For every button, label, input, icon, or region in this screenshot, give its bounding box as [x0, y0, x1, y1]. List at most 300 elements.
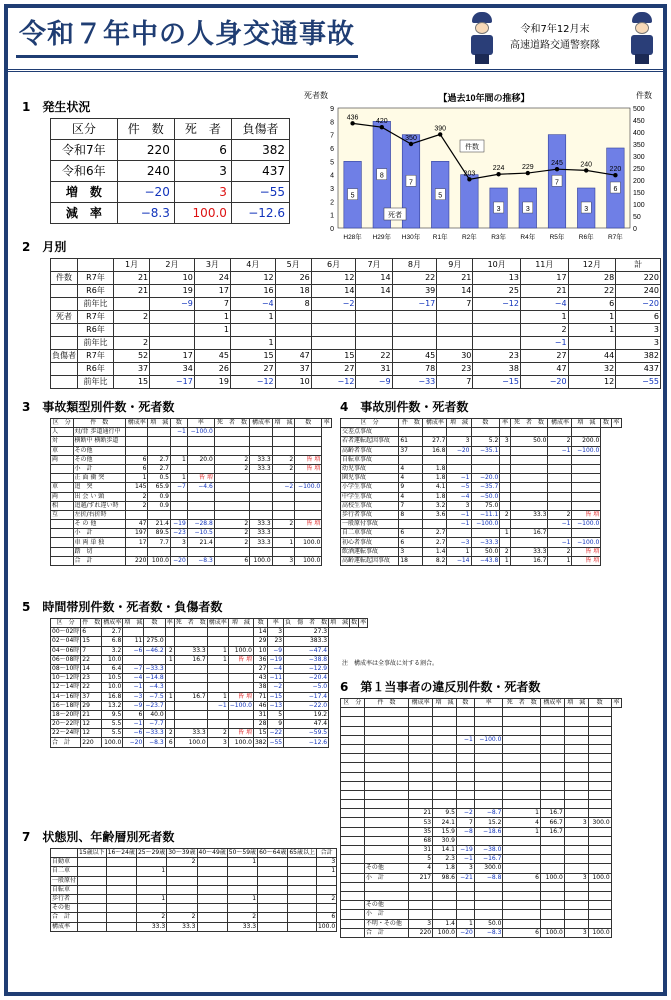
row-label: その他 — [364, 864, 408, 873]
y-left-tick-label: 9 — [330, 106, 334, 113]
value-cell — [174, 701, 207, 710]
value-cell: 2 — [125, 501, 148, 510]
row-label — [341, 772, 365, 781]
header-cell: 15歳以下 — [79, 849, 105, 857]
value-cell — [474, 891, 503, 900]
value-cell — [456, 717, 474, 726]
header-cell: 60〜64歳 — [259, 849, 287, 857]
value-cell: 3 — [174, 182, 231, 203]
value-cell — [167, 904, 197, 913]
value-cell — [564, 790, 588, 799]
row-label: 22 — [81, 655, 102, 664]
row-label: 23 — [81, 674, 102, 683]
header-cell: 12月 — [568, 259, 616, 272]
value-cell: −8.3 — [144, 738, 165, 747]
header-cell: 40〜49歳 — [198, 849, 226, 857]
value-cell — [474, 754, 503, 763]
table-row — [51, 140, 290, 161]
header-cell: 増 減 — [447, 419, 471, 428]
header-cell: 区 分 — [51, 419, 74, 428]
y-right-tick-label: 500 — [633, 106, 645, 113]
section-1-title: 1 発生状況 — [22, 100, 91, 114]
value-cell — [540, 744, 564, 753]
header-cell: 構成率 — [103, 619, 122, 627]
row-label — [364, 891, 408, 900]
value-cell: 89.5 — [148, 529, 171, 538]
value-cell: 皆 増 — [572, 510, 601, 519]
header-cell: 件 数 — [82, 619, 101, 627]
value-cell — [433, 708, 457, 717]
value-cell: 100.0 — [588, 873, 611, 882]
section-5-title: 5 時間帯別件数・死者数・負傷者数 — [22, 600, 223, 614]
value-cell: −4 — [123, 674, 144, 683]
value-cell: −33 — [392, 376, 437, 389]
header-cell: 率 — [187, 419, 214, 428]
value-cell: −8.8 — [474, 873, 503, 882]
value-cell: 382 — [616, 350, 661, 363]
value-cell: 1.4 — [423, 547, 447, 556]
row-label: 6 — [399, 529, 423, 538]
row-label — [364, 763, 408, 772]
table-row — [341, 744, 622, 753]
value-cell: 3 — [564, 873, 588, 882]
value-cell: 3 — [564, 928, 588, 937]
header-cell: 率 — [268, 619, 284, 628]
value-cell — [456, 772, 474, 781]
row-label: 小 計 — [73, 529, 125, 538]
value-cell — [258, 894, 288, 903]
value-cell — [503, 846, 541, 855]
value-cell — [588, 744, 611, 753]
value-cell — [174, 664, 207, 673]
value-cell: −7 — [123, 664, 144, 673]
value-cell: 1 — [125, 474, 148, 483]
value-cell — [503, 735, 541, 744]
header-cell: 構成率 — [548, 419, 572, 428]
row-label: 前年比 — [78, 337, 114, 350]
row-label: 初心者事故 — [341, 538, 399, 547]
value-cell — [272, 492, 295, 501]
value-cell — [295, 501, 322, 510]
value-cell — [165, 720, 174, 729]
table-row — [51, 311, 661, 324]
row-label — [51, 547, 74, 556]
death-callout: 死者 — [388, 212, 402, 219]
value-cell — [392, 324, 437, 337]
chart-title: 【過去10年間の推移】 — [438, 93, 530, 103]
value-cell — [174, 710, 207, 719]
value-cell — [207, 674, 228, 683]
row-label — [364, 818, 408, 827]
header-cell: 3月 — [194, 259, 230, 272]
value-cell — [548, 529, 572, 538]
value-cell — [503, 836, 541, 845]
value-cell — [275, 337, 311, 350]
value-cell: 6 — [503, 928, 541, 937]
occurrence-table — [50, 118, 290, 224]
row-label: 22 — [81, 683, 102, 692]
value-cell: 100.0 — [540, 928, 564, 937]
value-cell: 2 — [272, 464, 295, 473]
value-cell: 2.7 — [423, 529, 447, 538]
value-cell: −19 — [269, 655, 283, 663]
value-cell: 100.0 — [433, 928, 457, 937]
header-cell: 区 分 — [341, 419, 399, 428]
row-label: 構成率 — [51, 922, 78, 931]
row-label — [341, 744, 365, 753]
row-label: 自動車 — [51, 858, 78, 867]
value-cell: 24 — [194, 272, 230, 285]
table-header — [341, 419, 622, 428]
value-cell — [503, 726, 541, 735]
value-cell — [540, 708, 564, 717]
death-data-label: 5 — [438, 192, 443, 200]
table-row — [51, 363, 661, 376]
value-cell: 2 — [316, 894, 336, 903]
value-cell — [510, 520, 548, 529]
value-cell: 383.3 — [284, 637, 329, 646]
value-cell — [500, 492, 510, 501]
value-cell: 1 — [207, 692, 228, 701]
value-cell — [503, 855, 541, 864]
value-cell — [456, 882, 474, 891]
value-cell: 40.0 — [144, 710, 165, 719]
value-cell: 1 — [500, 529, 510, 538]
value-cell — [564, 919, 588, 928]
value-cell: −12.6 — [231, 203, 289, 224]
row-label — [364, 735, 408, 744]
count-point — [467, 177, 471, 181]
table-row — [51, 538, 332, 547]
count-point — [555, 167, 559, 171]
value-cell — [409, 754, 433, 763]
value-cell: 19.2 — [284, 710, 329, 719]
value-cell — [125, 510, 148, 519]
table-row — [51, 501, 332, 510]
value-cell — [540, 891, 564, 900]
table-row — [341, 538, 622, 547]
value-cell: 25 — [473, 285, 521, 298]
header-cell: 区 分 — [51, 619, 81, 628]
value-cell: 34 — [150, 363, 195, 376]
table-row — [51, 867, 337, 876]
table-row — [51, 894, 337, 903]
value-cell: 5 — [409, 855, 433, 864]
table-row — [51, 885, 337, 894]
table-row — [51, 324, 661, 337]
value-cell: −18.6 — [474, 827, 503, 836]
value-cell: 皆 増 — [572, 556, 601, 565]
value-cell: 3.2 — [102, 646, 123, 655]
value-cell: 14 — [356, 285, 392, 298]
value-cell: 100.0 — [102, 738, 123, 747]
row-label — [78, 904, 107, 913]
y-left-tick-label: 4 — [330, 172, 334, 180]
value-cell: −1 — [456, 855, 474, 864]
row-label — [51, 337, 78, 350]
header-cell: 16〜24歳 — [107, 849, 135, 857]
header-cell: 構成率 — [540, 699, 564, 708]
table-row — [51, 520, 332, 529]
value-cell: 100.0 — [540, 873, 564, 882]
value-cell — [207, 710, 228, 719]
value-cell: 皆 増 — [295, 455, 322, 464]
value-cell — [474, 790, 503, 799]
value-cell — [114, 298, 150, 311]
value-cell: 31 — [356, 363, 392, 376]
value-cell — [473, 311, 521, 324]
value-cell: −13 — [269, 701, 283, 709]
value-cell: 18 — [275, 285, 311, 298]
table-row — [51, 350, 661, 363]
value-cell: 1 — [165, 655, 174, 664]
table-row — [341, 910, 622, 919]
value-cell — [136, 876, 166, 885]
value-cell: −43.8 — [471, 556, 500, 565]
value-cell: 15 — [114, 376, 150, 389]
value-cell: −22.0 — [284, 701, 329, 710]
count-point — [350, 121, 354, 125]
value-cell — [423, 455, 447, 464]
table-row — [51, 337, 661, 350]
row-label — [341, 919, 365, 928]
value-cell: −11 — [269, 674, 283, 682]
row-label: 08〜10時 — [52, 665, 80, 673]
value-cell: 17 — [125, 538, 148, 547]
value-cell: 皆 増 — [572, 547, 601, 556]
value-cell: 47.4 — [284, 720, 329, 729]
value-cell — [167, 876, 197, 885]
value-cell — [473, 324, 521, 337]
value-cell: 1 — [447, 547, 471, 556]
value-cell — [540, 864, 564, 873]
value-cell — [588, 717, 611, 726]
value-cell: 37 — [114, 363, 150, 376]
report-date: 令和7年12月末 — [520, 24, 590, 35]
value-cell: 100.0 — [295, 538, 322, 547]
count-data-label: 245 — [551, 160, 563, 168]
value-cell: −59.5 — [284, 729, 329, 738]
value-cell: 6 — [165, 738, 174, 747]
value-cell — [409, 717, 433, 726]
value-cell: 382 — [254, 738, 267, 746]
value-cell: 6 — [125, 464, 148, 473]
value-cell — [540, 726, 564, 735]
value-cell: 9 — [268, 720, 284, 729]
value-cell: 21.4 — [148, 520, 171, 529]
value-cell — [148, 510, 171, 519]
header-cell: 数 — [171, 419, 188, 428]
value-cell: −5 — [447, 483, 471, 492]
value-cell — [540, 910, 564, 919]
table-header — [51, 119, 290, 140]
value-cell: 33.3 — [174, 646, 207, 655]
value-cell — [214, 547, 249, 556]
table-row — [51, 904, 337, 913]
row-label: 7 — [399, 501, 423, 510]
value-cell: 0.5 — [148, 474, 171, 483]
row-label: 16〜18時 — [52, 701, 80, 709]
value-cell: 35 — [409, 827, 433, 836]
value-cell — [474, 717, 503, 726]
header-cell: 死 者 数 — [503, 699, 541, 708]
row-label: そ の 他 — [73, 520, 125, 529]
row-label: 自二車 — [51, 867, 78, 876]
value-cell: 10 — [275, 376, 311, 389]
value-cell: −4 — [268, 664, 284, 673]
value-cell — [474, 763, 503, 772]
value-cell — [150, 337, 195, 350]
y-left-axis-label: 死者数 — [304, 91, 328, 100]
value-cell — [456, 708, 474, 717]
value-cell: 1.8 — [423, 474, 447, 483]
value-cell: 7 — [456, 818, 474, 827]
value-cell — [510, 483, 548, 492]
row-label — [364, 809, 408, 818]
value-cell — [187, 547, 214, 556]
row-label: 06〜08時 — [52, 655, 80, 663]
value-cell: 220 — [616, 272, 661, 285]
value-cell — [548, 455, 572, 464]
row-label: 歩行者 — [51, 894, 78, 903]
value-cell — [500, 455, 510, 464]
value-cell — [207, 637, 228, 646]
table-row — [341, 928, 622, 937]
header-cell: 率 — [360, 619, 367, 627]
value-cell: −1 — [447, 474, 471, 483]
value-cell: −1 — [171, 428, 188, 437]
value-cell — [572, 455, 601, 464]
value-cell — [409, 882, 433, 891]
header-cell: 5月 — [275, 259, 311, 272]
value-cell — [174, 720, 207, 729]
value-cell — [228, 628, 253, 637]
value-cell: −100.0 — [474, 735, 503, 744]
value-cell: 28 — [568, 272, 616, 285]
death-data-label: 7 — [409, 179, 413, 187]
row-label — [51, 538, 74, 547]
value-cell — [227, 876, 257, 885]
value-cell: 1.8 — [423, 492, 447, 501]
row-label: R6年 — [78, 324, 114, 337]
value-cell: 5 — [268, 710, 284, 719]
header-cell: 数 — [351, 619, 358, 627]
value-cell — [295, 492, 322, 501]
value-cell — [165, 701, 174, 710]
y-right-tick-label: 350 — [633, 142, 645, 149]
value-cell — [540, 882, 564, 891]
value-cell — [227, 904, 257, 913]
value-cell — [503, 919, 541, 928]
value-cell: 31 — [409, 846, 433, 855]
value-cell: −10.5 — [187, 529, 214, 538]
value-cell: 3 — [174, 161, 231, 182]
value-cell: 3 — [616, 324, 661, 337]
value-cell — [564, 891, 588, 900]
value-cell — [500, 474, 510, 483]
row-label — [78, 894, 107, 903]
value-cell: 16.7 — [510, 556, 548, 565]
table-row — [51, 738, 368, 747]
table-row — [341, 836, 622, 845]
value-cell: 6 — [616, 311, 661, 324]
value-cell — [456, 901, 474, 910]
value-cell — [474, 772, 503, 781]
value-cell — [227, 867, 257, 876]
table-row — [51, 285, 661, 298]
header-cell: 数 — [456, 699, 474, 708]
value-cell — [295, 446, 322, 455]
value-cell: 22 — [568, 285, 616, 298]
value-cell: 27 — [311, 363, 356, 376]
value-cell — [187, 492, 214, 501]
value-cell — [588, 846, 611, 855]
table-row — [341, 827, 622, 836]
header-cell: 負 傷 者 数 — [285, 619, 328, 627]
value-cell: 皆 増 — [187, 474, 214, 483]
table-row — [341, 717, 622, 726]
value-cell: −100.0 — [187, 428, 214, 437]
value-cell — [123, 628, 144, 637]
table-row — [51, 655, 368, 664]
value-cell: −3 — [447, 538, 471, 547]
value-cell — [295, 437, 322, 446]
value-cell: −1 — [123, 720, 144, 729]
header-cell — [51, 259, 78, 272]
value-cell: 32 — [568, 363, 616, 376]
value-cell: 38 — [473, 363, 521, 376]
value-cell: 300.0 — [474, 864, 503, 873]
row-label — [364, 790, 408, 799]
row-label: 合 計 — [51, 738, 81, 747]
value-cell — [272, 501, 295, 510]
table-row — [51, 674, 368, 683]
y-right-tick-label: 300 — [633, 154, 645, 161]
value-cell — [503, 864, 541, 873]
value-cell: 46 — [253, 701, 267, 710]
value-cell: −8.3 — [474, 928, 503, 937]
value-cell — [207, 683, 228, 692]
death-data-label: 3 — [525, 206, 530, 213]
value-cell: 2 — [214, 538, 249, 547]
row-label — [341, 882, 365, 891]
table-row — [51, 464, 332, 473]
value-cell: 13 — [473, 272, 521, 285]
value-cell: 16 — [230, 285, 275, 298]
value-cell: 6 — [214, 556, 249, 565]
value-cell: −35.7 — [471, 483, 500, 492]
table-row — [51, 437, 332, 446]
value-cell: 14 — [253, 628, 267, 637]
value-cell: −12.9 — [284, 664, 329, 673]
y-right-tick-label: 150 — [633, 190, 645, 197]
value-cell: 47 — [520, 363, 568, 376]
row-label — [341, 726, 365, 735]
header-cell: 死 者 数 — [214, 419, 249, 428]
value-cell — [295, 510, 322, 519]
value-cell: 16.7 — [540, 827, 564, 836]
row-label — [51, 464, 74, 473]
value-cell: 47 — [125, 520, 148, 529]
value-cell — [214, 474, 249, 483]
count-data-label: 240 — [580, 161, 593, 169]
value-cell: −20 — [123, 738, 144, 747]
value-cell: 22 — [356, 350, 392, 363]
value-cell — [433, 882, 457, 891]
header-cell: 増 減 — [272, 419, 295, 428]
value-cell — [187, 437, 214, 446]
value-cell — [503, 901, 541, 910]
